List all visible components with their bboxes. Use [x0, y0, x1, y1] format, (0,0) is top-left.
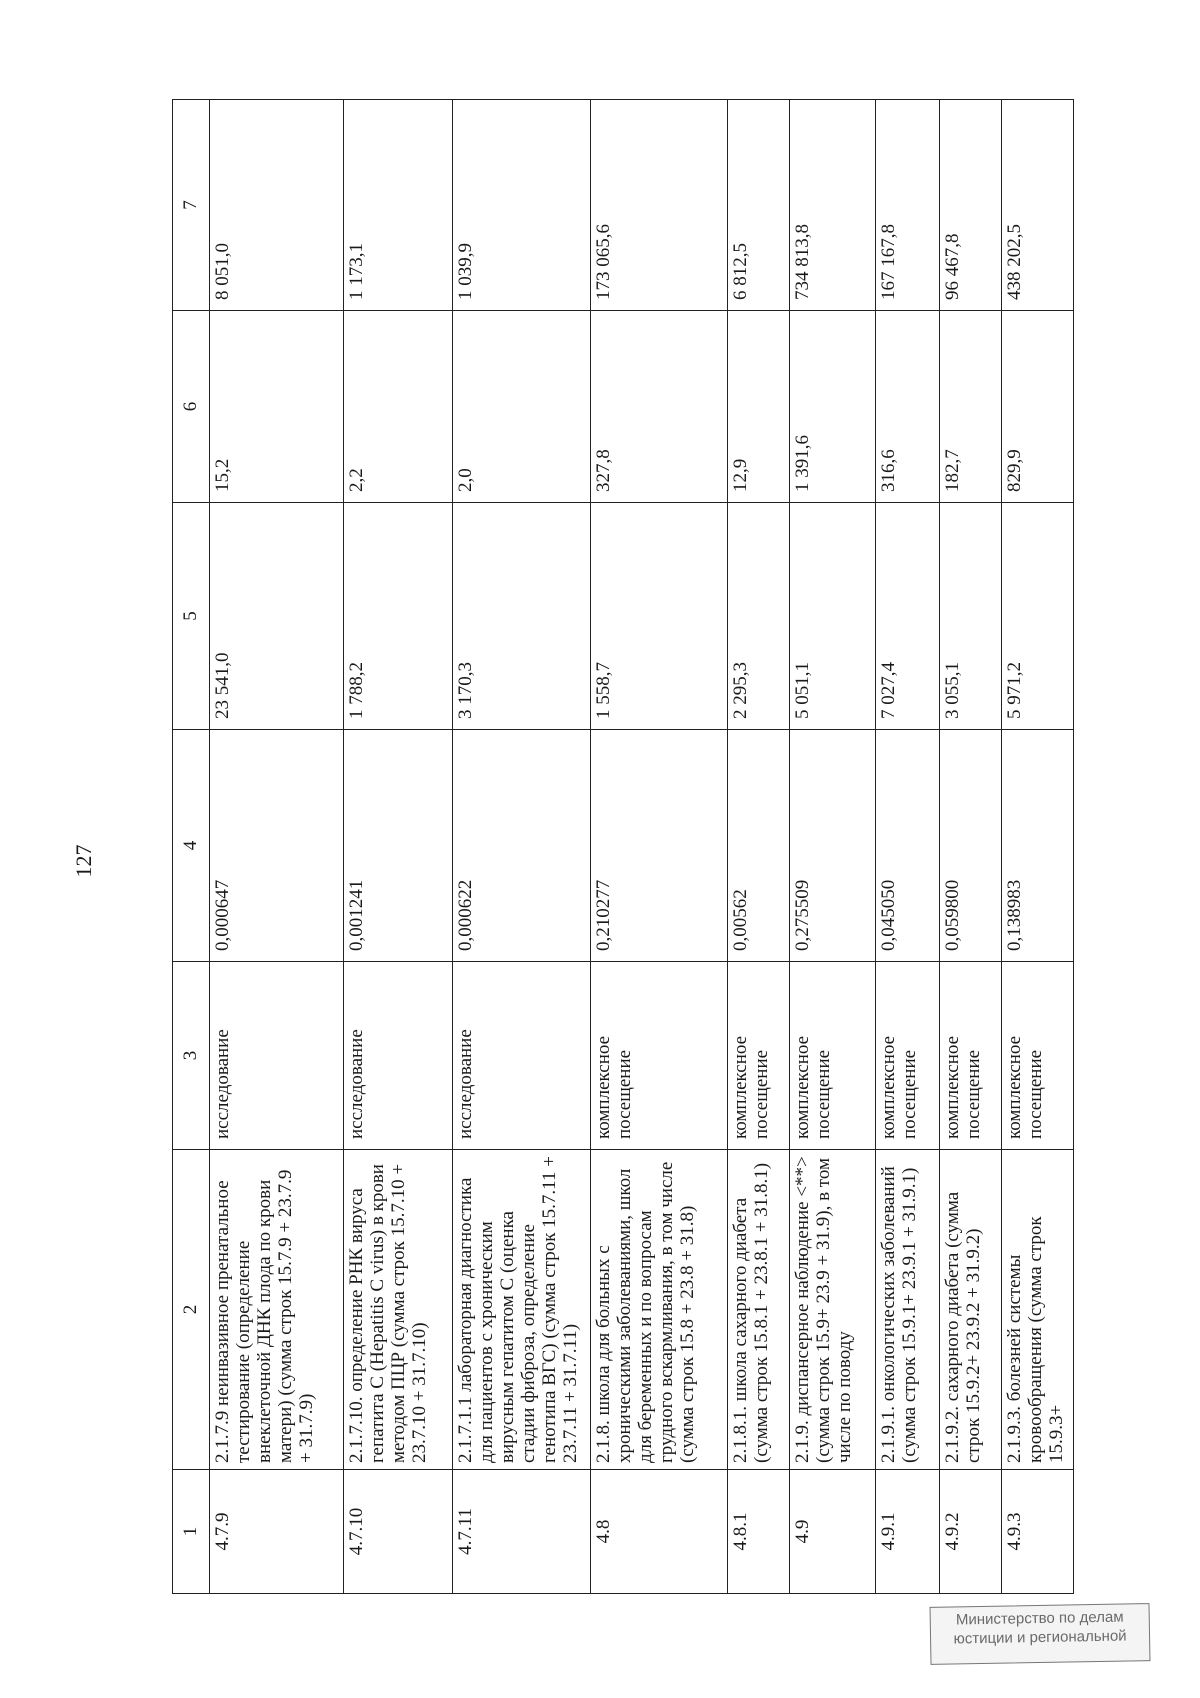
- data-table: [172, 99, 1074, 1594]
- row-code: 4.9.2: [940, 1470, 1002, 1594]
- row-value: 327,8: [591, 311, 728, 503]
- row-name: 2.1.8.1. школа сахарного диабета (сумма строк 15.8.1 + 23.8.1 + 31.8.1): [728, 1150, 790, 1470]
- stamp: [930, 1603, 1151, 1665]
- column-header: 5: [173, 503, 210, 730]
- column-header: 2: [173, 1150, 210, 1470]
- row-value: 0,059800: [940, 730, 1002, 962]
- column-header: 4: [173, 730, 210, 962]
- table-row: [789, 100, 876, 1594]
- row-code: 4.7.10: [343, 1470, 452, 1594]
- table-row: [210, 100, 344, 1594]
- row-value: 0,275509: [789, 730, 876, 962]
- row-name: 2.1.9.2. сахарного диабета (сумма строк 15.9.2+ 23.9.2 + 31.9.2): [940, 1150, 1002, 1470]
- row-value: 0,210277: [591, 730, 728, 962]
- rotated-table-wrapper: [172, 100, 1074, 1594]
- row-value: 1 173,1: [343, 100, 452, 311]
- row-code: 4.8: [591, 1470, 728, 1594]
- row-name: 2.1.9.1. онкологических заболеваний (сумма строк 15.9.1+ 23.9.1 + 31.9.1): [876, 1150, 940, 1470]
- row-value: 829,9: [1002, 311, 1074, 503]
- page-number: 127: [71, 844, 96, 878]
- row-value: 1 391,6: [789, 311, 876, 503]
- row-value: 23 541,0: [210, 503, 344, 730]
- row-value: 182,7: [940, 311, 1002, 503]
- column-header: 3: [173, 962, 210, 1150]
- row-value: 173 065,6: [591, 100, 728, 311]
- row-unit: комплексное посещение: [728, 962, 790, 1150]
- row-unit: комплексное посещение: [876, 962, 940, 1150]
- row-value: 0,000622: [453, 730, 591, 962]
- row-unit: комплексное посещение: [940, 962, 1002, 1150]
- row-name: 2.1.7.1.1 лабораторная диагностика для пациентов с хроническим вирусным гепатитом С (оценка стадии фиброза, определение генотипа ВГС) (сумма строк 15.7.11 + 23.7.11 + 31.7.11): [453, 1150, 591, 1470]
- row-value: 438 202,5: [1002, 100, 1074, 311]
- row-value: 5 971,2: [1002, 503, 1074, 730]
- row-value: 0,045050: [876, 730, 940, 962]
- row-value: 1 788,2: [343, 503, 452, 730]
- row-unit: исследование: [453, 962, 591, 1150]
- row-value: 5 051,1: [789, 503, 876, 730]
- row-value: 8 051,0: [210, 100, 344, 311]
- row-value: 2,0: [453, 311, 591, 503]
- row-value: 96 467,8: [940, 100, 1002, 311]
- column-header: 7: [173, 100, 210, 311]
- row-value: 3 170,3: [453, 503, 591, 730]
- row-name: 2.1.7.9 неинвазивное пренатальное тестирование (определение внеклеточной ДНК плода по крови матери) (сумма строк 15.7.9 + 23.7.9 + 31.7.9): [210, 1150, 344, 1470]
- row-value: 3 055,1: [940, 503, 1002, 730]
- row-value: 15,2: [210, 311, 344, 503]
- row-value: 0,00562: [728, 730, 790, 962]
- row-unit: исследование: [210, 962, 344, 1150]
- header-row: [173, 100, 210, 1594]
- table-row: [591, 100, 728, 1594]
- row-value: 1 039,9: [453, 100, 591, 311]
- row-code: 4.9.3: [1002, 1470, 1074, 1594]
- row-value: 7 027,4: [876, 503, 940, 730]
- table-row: [453, 100, 591, 1594]
- row-value: 2,2: [343, 311, 452, 503]
- row-value: 2 295,3: [728, 503, 790, 730]
- stamp-line: Министерство по делам: [955, 1608, 1124, 1629]
- table-row: [876, 100, 940, 1594]
- column-header: 1: [173, 1470, 210, 1594]
- row-value: 316,6: [876, 311, 940, 503]
- row-unit: комплексное посещение: [591, 962, 728, 1150]
- table-row: [940, 100, 1002, 1594]
- row-value: 0,000647: [210, 730, 344, 962]
- row-value: 0,138983: [1002, 730, 1074, 962]
- table-row: [1002, 100, 1074, 1594]
- row-code: 4.9.1: [876, 1470, 940, 1594]
- column-header: 6: [173, 311, 210, 503]
- row-value: 167 167,8: [876, 100, 940, 311]
- row-unit: комплексное посещение: [1002, 962, 1074, 1150]
- row-code: 4.7.11: [453, 1470, 591, 1594]
- row-value: 12,9: [728, 311, 790, 503]
- row-value: 1 558,7: [591, 503, 728, 730]
- stamp-line: юстиции и региональной: [953, 1627, 1127, 1648]
- row-unit: комплексное посещение: [789, 962, 876, 1150]
- row-name: 2.1.7.10. определение РНК вируса гепатита С (Hepatitis C virus) в крови методом ПЦР (сумма строк 15.7.10 + 23.7.10 + 31.7.10): [343, 1150, 452, 1470]
- row-value: 0,001241: [343, 730, 452, 962]
- row-unit: исследование: [343, 962, 452, 1150]
- row-name: 2.1.8. школа для больных с хроническими заболеваниями, школ для беременных и по вопросам грудного вскармливания, в том числе (сумма строк 15.8 + 23.8 + 31.8): [591, 1150, 728, 1470]
- table-row: [728, 100, 790, 1594]
- row-name: 2.1.9.3. болезней системы кровообращения (сумма строк 15.9.3+: [1002, 1150, 1074, 1470]
- row-code: 4.8.1: [728, 1470, 790, 1594]
- row-code: 4.9: [789, 1470, 876, 1594]
- row-value: 734 813,8: [789, 100, 876, 311]
- row-value: 6 812,5: [728, 100, 790, 311]
- row-name: 2.1.9. диспансерное наблюдение <**> (сумма строк 15.9+ 23.9 + 31.9), в том числе по поводу: [789, 1150, 876, 1470]
- table-row: [343, 100, 452, 1594]
- row-code: 4.7.9: [210, 1470, 344, 1594]
